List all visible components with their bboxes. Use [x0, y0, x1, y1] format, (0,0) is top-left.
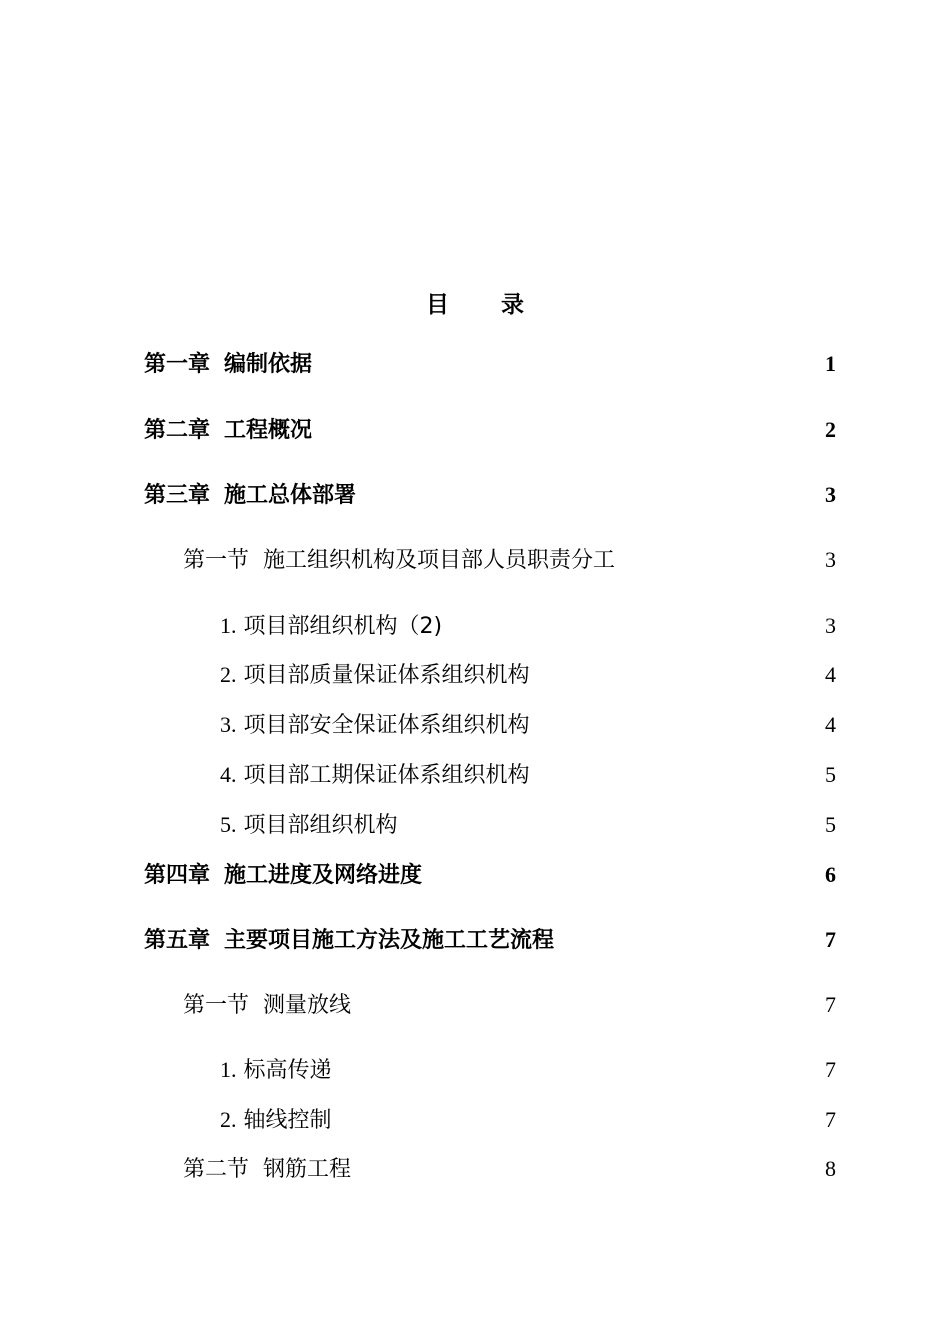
toc-entry-item-3[interactable] [220, 710, 836, 740]
toc-entry-page: 7 [825, 927, 836, 952]
toc-entry-page: 4 [825, 712, 836, 737]
toc-entry-section-5-1[interactable] [183, 990, 836, 1020]
toc-entry-text: 编制依据 [224, 352, 313, 377]
page-title-char-1: 目 [426, 292, 449, 318]
toc-entry-prefix: 第二章 [144, 418, 211, 443]
toc-entry-prefix: 第二节 [183, 1157, 250, 1182]
toc-entry-text: 项目部安全保证体系组织机构 [243, 713, 530, 738]
toc-entry-prefix: 第一章 [144, 352, 211, 377]
toc-entry-item-5[interactable] [220, 810, 836, 840]
toc-entry-page: 4 [825, 662, 836, 687]
toc-entry-item-1[interactable] [220, 611, 836, 641]
toc-entry-page: 3 [825, 613, 836, 638]
toc-entry-page: 7 [825, 1107, 836, 1132]
toc-entry-text: 施工进度及网络进度 [224, 863, 423, 888]
toc-entry-item-5-1-2[interactable] [220, 1105, 836, 1135]
toc-entry-text: 施工组织机构及项目部人员职责分工 [263, 548, 616, 573]
toc-entry-prefix: 第三章 [144, 483, 211, 508]
toc-entry-page: 7 [825, 1057, 836, 1082]
toc-entry-text: 项目部组织机构 [243, 813, 398, 838]
toc-entry-item-4[interactable] [220, 760, 836, 790]
toc-entry-prefix: 2. [220, 1107, 237, 1132]
toc-entry-page: 3 [825, 482, 836, 507]
toc-entry-text: 主要项目施工方法及施工工艺流程 [224, 928, 555, 953]
toc-entry-page: 5 [825, 812, 836, 837]
toc-entry-section-5-2[interactable] [183, 1154, 836, 1184]
toc-entry-prefix: 第四章 [144, 863, 211, 888]
toc-entry-text: 工程概况 [224, 418, 313, 443]
toc-entry-text: 标高传递 [243, 1058, 332, 1083]
toc-entry-page: 3 [825, 547, 836, 572]
toc-entry-text: 项目部组织机构（2) [243, 614, 443, 639]
toc-entry-prefix: 1. [220, 1057, 237, 1082]
toc-entry-text: 钢筋工程 [263, 1157, 352, 1182]
toc-entry-chapter-5[interactable] [144, 925, 836, 955]
toc-entry-prefix: 1. [220, 613, 237, 638]
toc-entry-prefix: 3. [220, 712, 237, 737]
toc-entry-prefix: 第五章 [144, 928, 211, 953]
toc-entry-chapter-4[interactable] [144, 860, 836, 890]
toc-entry-prefix: 第一节 [183, 548, 250, 573]
toc-entry-text: 项目部质量保证体系组织机构 [243, 663, 530, 688]
toc-entry-page: 1 [825, 351, 836, 376]
toc-entry-page: 8 [825, 1156, 836, 1181]
toc-entry-text: 测量放线 [263, 993, 352, 1018]
toc-entry-text: 施工总体部署 [224, 483, 357, 508]
toc-entry-page: 2 [825, 417, 836, 442]
toc-entry-text: 项目部工期保证体系组织机构 [243, 763, 530, 788]
toc-entry-item-2[interactable] [220, 660, 836, 690]
toc-entry-text: 轴线控制 [243, 1108, 332, 1133]
toc-entry-chapter-1[interactable] [144, 349, 836, 379]
toc-entry-chapter-3[interactable] [144, 480, 836, 510]
toc-entry-page: 5 [825, 762, 836, 787]
toc-entry-item-5-1-1[interactable] [220, 1055, 836, 1085]
toc-entry-prefix: 5. [220, 812, 237, 837]
toc-entry-prefix: 2. [220, 662, 237, 687]
toc-entry-chapter-2[interactable] [144, 415, 836, 445]
toc-entry-prefix: 4. [220, 762, 237, 787]
page-title-char-2: 录 [501, 292, 524, 318]
toc-entry-prefix: 第一节 [183, 993, 250, 1018]
toc-entry-page: 7 [825, 992, 836, 1017]
toc-entry-page: 6 [825, 862, 836, 887]
toc-entry-section-3-1[interactable] [183, 545, 836, 575]
